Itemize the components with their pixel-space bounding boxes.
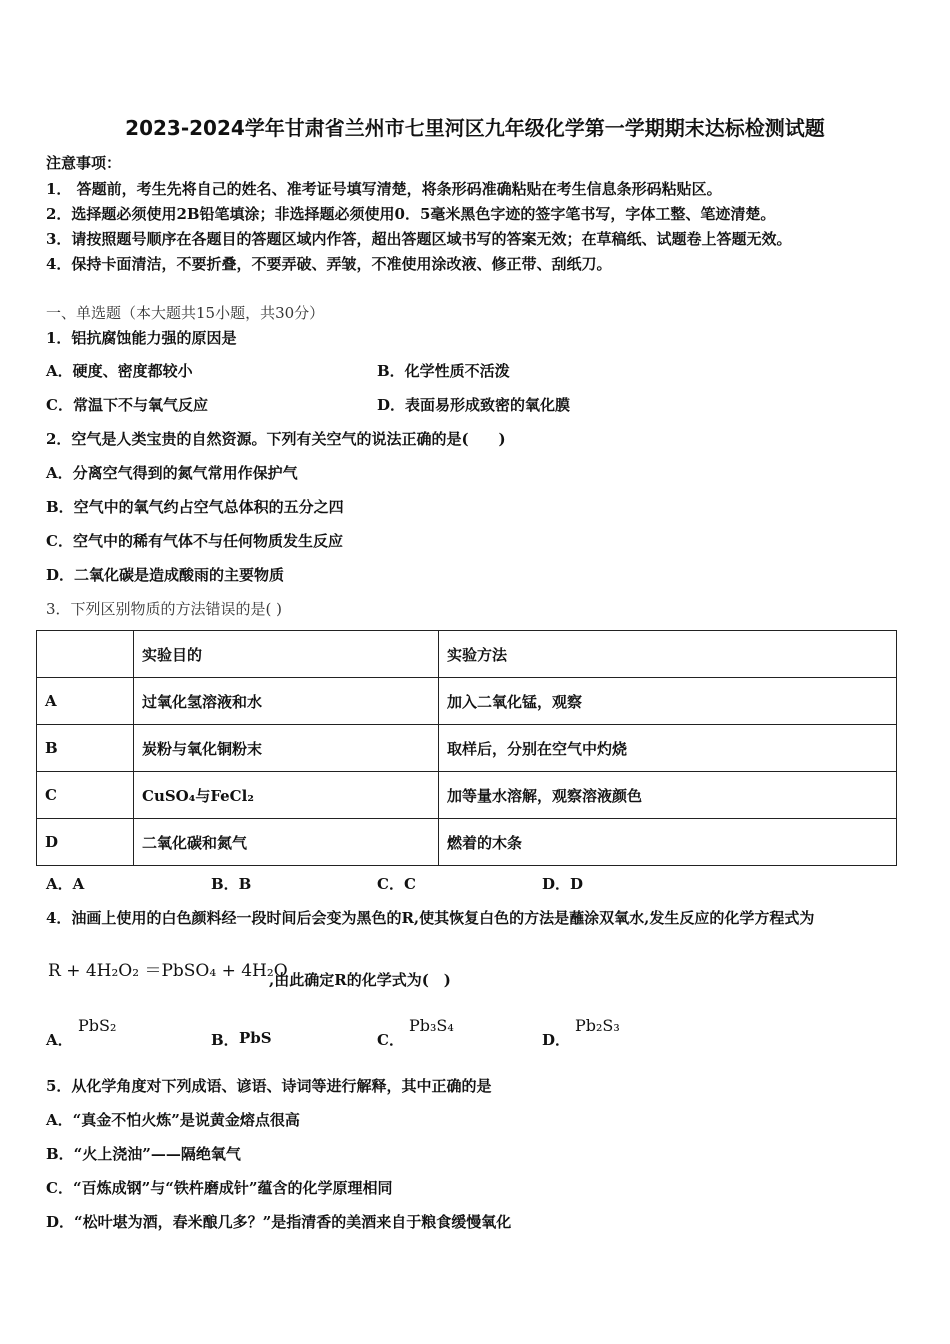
q5-option-d: D．“松叶堪为酒，春米酿几多？”是指清香的美酒来自于粮食缓慢氧化 bbox=[46, 1213, 512, 1231]
q4-option-d-letter: D． bbox=[542, 1031, 571, 1049]
q1-option-d: D．表面易形成致密的氧化膜 bbox=[377, 396, 571, 414]
q3-option-d: D．D bbox=[542, 875, 584, 893]
q1-option-a: A．硬度、密度都较小 bbox=[46, 362, 193, 380]
q3-option-b: B．B bbox=[211, 875, 252, 893]
table-cell: 二氧化碳和氮气 bbox=[134, 819, 439, 866]
table-cell: 过氧化氢溶液和水 bbox=[134, 678, 439, 725]
q2-option-a: A．分离空气得到的氮气常用作保护气 bbox=[46, 464, 298, 482]
notice-heading: 注意事项： bbox=[46, 154, 122, 172]
notice-item: 3．请按照题号顺序在各题目的答题区域内作答，超出答题区域书写的答案无效；在草稿纸、试题卷上答题无效。 bbox=[46, 230, 792, 248]
question-4-stem: 4．油画上使用的白色颜料经一段时间后会变为黑色的R,使其恢复白色的方法是蘸涂双氧水,发生反应的化学方程式为 bbox=[46, 909, 815, 927]
table-cell: A bbox=[37, 678, 134, 725]
q5-option-a: A．“真金不怕火炼”是说黄金熔点很高 bbox=[46, 1111, 300, 1129]
table-cell: B bbox=[37, 725, 134, 772]
q5-option-b: B．“火上浇油”——隔绝氧气 bbox=[46, 1145, 241, 1163]
q4-option-a-formula: PbS₂ bbox=[78, 1016, 117, 1035]
notice-item: 2．选择题必须使用2B铅笔填涂；非选择题必须使用0．5毫米黑色字迹的签字笔书写，字体工整、笔迹清楚。 bbox=[46, 205, 776, 223]
page-title: 2023-2024学年甘肃省兰州市七里河区九年级化学第一学期期末达标检测试题 bbox=[125, 116, 825, 140]
table-cell: 加入二氧化锰，观察 bbox=[439, 678, 897, 725]
q4-option-a-letter: A． bbox=[46, 1031, 73, 1049]
question-4-stem-tail: ,由此确定R的化学式为( ) bbox=[269, 971, 451, 989]
table-cell: 加等量水溶解，观察溶液颜色 bbox=[439, 772, 897, 819]
table-row bbox=[37, 772, 897, 819]
q5-option-c: C．“百炼成钢”与“铁杵磨成针”蕴含的化学原理相同 bbox=[46, 1179, 393, 1197]
table-row bbox=[37, 725, 897, 772]
q3-option-a: A．A bbox=[46, 875, 85, 893]
table-cell: D bbox=[37, 819, 134, 866]
question-2-stem: 2．空气是人类宝贵的自然资源。下列有关空气的说法正确的是( ) bbox=[46, 430, 506, 448]
table-cell: 实验目的 bbox=[134, 631, 439, 678]
table-cell: CuSO₄与FeCl₂ bbox=[134, 772, 439, 819]
table-header-row bbox=[37, 631, 897, 678]
q3-table bbox=[36, 630, 897, 866]
table-row bbox=[37, 819, 897, 866]
q4-option-b-letter: B． bbox=[211, 1031, 239, 1049]
q2-option-d: D．二氧化碳是造成酸雨的主要物质 bbox=[46, 566, 285, 584]
question-5-stem: 5．从化学角度对下列成语、谚语、诗词等进行解释，其中正确的是 bbox=[46, 1077, 492, 1095]
table-cell bbox=[37, 631, 134, 678]
q4-option-d-formula: Pb₂S₃ bbox=[575, 1016, 620, 1035]
q4-option-b-formula: PbS bbox=[239, 1029, 272, 1047]
question-3-stem: 3．下列区别物质的方法错误的是( ) bbox=[46, 600, 283, 618]
table-cell: 燃着的木条 bbox=[439, 819, 897, 866]
table-cell: 实验方法 bbox=[439, 631, 897, 678]
notice-item: 4．保持卡面清洁，不要折叠，不要弄破、弄皱，不准使用涂改液、修正带、刮纸刀。 bbox=[46, 255, 612, 273]
q2-option-c: C．空气中的稀有气体不与任何物质发生反应 bbox=[46, 532, 343, 550]
chemical-equation: R + 4H₂O₂ ＝PbSO₄ + 4H₂O bbox=[48, 961, 288, 981]
section-heading: 一、单选题（本大题共15小题，共30分） bbox=[46, 304, 325, 322]
q1-option-b: B．化学性质不活泼 bbox=[377, 362, 510, 380]
table-cell: 取样后，分别在空气中灼烧 bbox=[439, 725, 897, 772]
q3-option-c: C．C bbox=[377, 875, 416, 893]
question-1-stem: 1．铝抗腐蚀能力强的原因是 bbox=[46, 329, 237, 347]
q4-option-c-formula: Pb₃S₄ bbox=[409, 1016, 454, 1035]
table-cell: C bbox=[37, 772, 134, 819]
q2-option-b: B．空气中的氧气约占空气总体积的五分之四 bbox=[46, 498, 344, 516]
q4-option-c-letter: C． bbox=[377, 1031, 404, 1049]
table-cell: 炭粉与氧化铜粉末 bbox=[134, 725, 439, 772]
notice-item: 1． 答题前，考生先将自己的姓名、准考证号填写清楚，将条形码准确粘贴在考生信息条形码粘贴区。 bbox=[46, 180, 722, 198]
table-row bbox=[37, 678, 897, 725]
q1-option-c: C．常温下不与氧气反应 bbox=[46, 396, 208, 414]
